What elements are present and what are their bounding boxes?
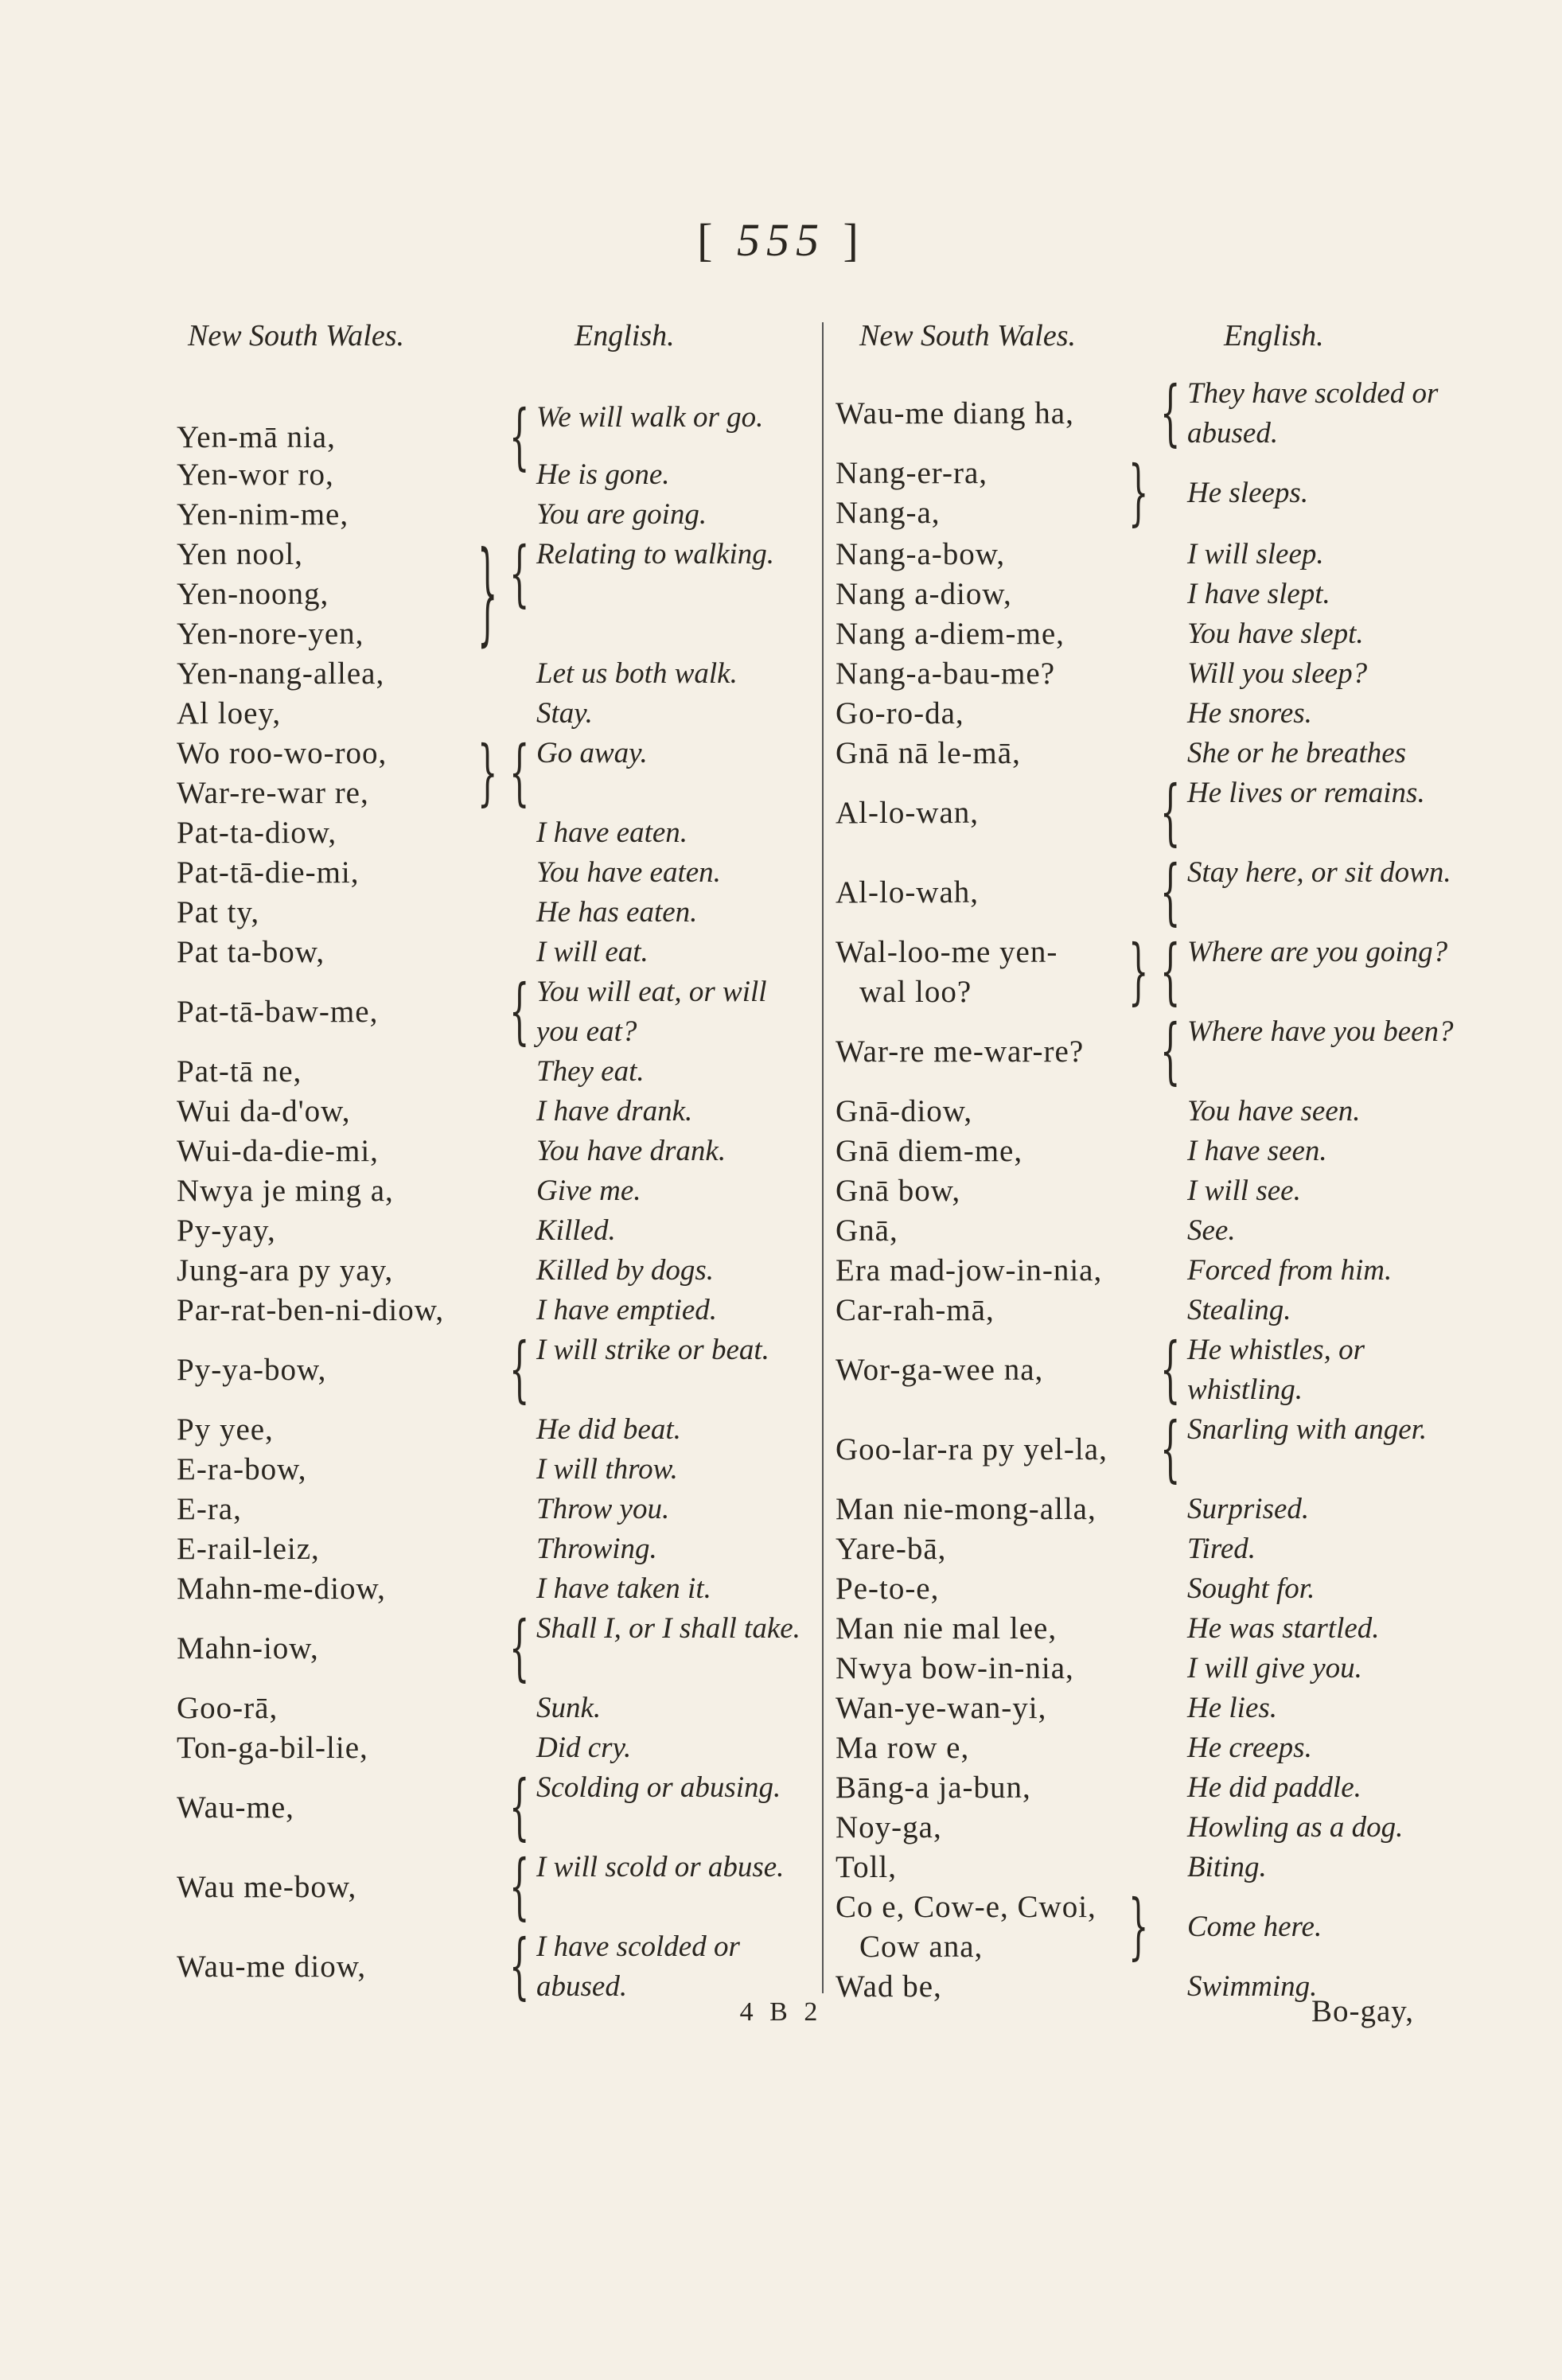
english-gloss: He lives or remains. (1187, 777, 1425, 809)
page-number-value: 555 (737, 214, 825, 266)
english-gloss: Forced from him. (1187, 1254, 1393, 1287)
english-gloss: Go away. (536, 737, 648, 769)
english-gloss: He did beat. (536, 1413, 681, 1446)
closing-brace-mark: } (477, 530, 498, 659)
english-gloss: He snores. (1187, 697, 1312, 730)
english-gloss: Where are you going? (1187, 936, 1448, 968)
english-gloss: He is gone. (536, 458, 670, 491)
brace-mark: { (1160, 1011, 1181, 1093)
nsw-term: War-re me-war-re? (836, 1034, 1085, 1069)
nsw-term: Py-yay, (177, 1213, 276, 1248)
nsw-term: Wo roo-wo-roo, (177, 736, 388, 770)
english-gloss: Come here. (1187, 1911, 1322, 1943)
nsw-term: Yen-noong, (177, 577, 329, 611)
nsw-term: Yen-nang-allea, (177, 656, 385, 691)
english-gloss: I will strike or beat. (536, 1334, 769, 1366)
english-gloss: He creeps. (1187, 1731, 1312, 1764)
brace-mark: { (1160, 772, 1181, 855)
brace-mark: { (1160, 931, 1181, 1014)
nsw-term: Py yee, (177, 1412, 274, 1447)
nsw-term: Jung-ara py yay, (177, 1253, 394, 1287)
nsw-term: wal loo? (859, 975, 972, 1009)
brace-mark: { (509, 396, 530, 479)
bracket-close: ] (843, 214, 865, 266)
nsw-term: Wad be, (836, 1969, 942, 2004)
english-gloss: They eat. (536, 1055, 645, 1088)
brace-mark: { (509, 1926, 530, 2008)
brace-mark: { (509, 533, 530, 616)
nsw-term: Goo-rā, (177, 1691, 279, 1725)
nsw-term: Pe-to-e, (836, 1572, 940, 1606)
english-gloss: I have seen. (1187, 1135, 1327, 1167)
nsw-term: Pat ty, (177, 895, 260, 929)
english-gloss: Sunk. (536, 1692, 602, 1724)
brace-mark: { (1160, 1408, 1181, 1491)
nsw-term: Man nie mal lee, (836, 1611, 1058, 1646)
brace-mark: { (509, 1846, 530, 1929)
catchword: Bo-gay, (1311, 1994, 1415, 2028)
nsw-term: Gnā-diow, (836, 1094, 973, 1128)
english-gloss: He lies. (1187, 1692, 1278, 1724)
english-gloss: You have eaten. (536, 856, 721, 889)
nsw-term: Gnā bow, (836, 1174, 961, 1208)
nsw-term: War-re-war re, (177, 776, 369, 810)
english-gloss: See. (1187, 1214, 1236, 1247)
english-gloss: Where have you been? (1187, 1015, 1454, 1048)
nsw-term: Pat-tā ne, (177, 1054, 302, 1089)
english-gloss: He has eaten. (536, 896, 698, 929)
nsw-term: Nang-a-bow, (836, 537, 1006, 571)
brace-mark: { (1160, 851, 1181, 934)
english-gloss: You are going. (536, 498, 707, 531)
brace-mark: { (509, 732, 530, 815)
nsw-term: Mahn-iow, (177, 1631, 319, 1665)
english-gloss: Snarling with anger. (1187, 1413, 1428, 1446)
brace-mark: { (509, 1607, 530, 1690)
closing-brace-mark: } (1128, 1886, 1149, 1969)
nsw-term: Py-ya-bow, (177, 1353, 327, 1387)
nsw-term: Pat ta-bow, (177, 935, 325, 969)
brace-mark: { (509, 1766, 530, 1849)
nsw-term: Mahn-me-diow, (177, 1572, 386, 1606)
nsw-term: Man nie-mong-alla, (836, 1492, 1097, 1526)
nsw-term: E-rail-leiz, (177, 1532, 320, 1566)
english-gloss: I have slept. (1187, 578, 1330, 610)
english-gloss: I will sleep. (1187, 538, 1324, 571)
english-gloss: They have scolded or abused. (1187, 377, 1439, 450)
left-header-english: English. (575, 319, 675, 353)
english-gloss: You have slept. (1187, 617, 1364, 650)
closing-brace-mark: } (1128, 452, 1149, 535)
nsw-term: Pat-ta-diow, (177, 816, 337, 850)
nsw-term: Wau-me diang ha, (836, 396, 1074, 430)
nsw-term: E-ra, (177, 1492, 242, 1526)
english-gloss: Shall I, or I shall take. (536, 1612, 800, 1645)
left-header-nsw: New South Wales. (188, 319, 404, 353)
nsw-term: Wor-ga-wee na, (836, 1353, 1044, 1387)
english-gloss: I will see. (1187, 1174, 1301, 1207)
brace-mark: { (1160, 372, 1181, 455)
nsw-term: Go-ro-da, (836, 696, 964, 730)
brace-mark: { (509, 971, 530, 1054)
english-gloss: Relating to walking. (536, 538, 775, 571)
english-gloss: You will eat, or will you eat? (536, 976, 767, 1048)
english-gloss: Will you sleep? (1187, 657, 1368, 690)
english-gloss: Killed. (536, 1214, 616, 1247)
nsw-term: Cow ana, (859, 1930, 984, 1964)
column-divider (822, 322, 824, 1993)
nsw-term: Ton-ga-bil-lie, (177, 1731, 368, 1765)
nsw-term: E-ra-bow, (177, 1452, 307, 1486)
english-gloss: Scolding or abusing. (536, 1771, 781, 1804)
english-gloss: I will eat. (536, 936, 649, 968)
nsw-term: Ma row e, (836, 1731, 970, 1765)
nsw-term: Nang-er-ra, (836, 456, 988, 490)
english-gloss: You have drank. (536, 1135, 726, 1167)
nsw-term: Era mad-jow-in-nia, (836, 1253, 1103, 1287)
nsw-term: Nang a-diem-me, (836, 617, 1065, 651)
english-gloss: I have taken it. (536, 1572, 711, 1605)
nsw-term: Wui da-d'ow, (177, 1094, 351, 1128)
nsw-term: Nwya je ming a, (177, 1174, 394, 1208)
page-number (0, 213, 1562, 267)
signature-mark: 4 B 2 (739, 1997, 823, 2027)
english-gloss: I will give you. (1187, 1652, 1362, 1685)
bracket-open: [ (697, 214, 719, 266)
english-gloss: Throw you. (536, 1493, 670, 1525)
english-gloss: We will walk or go. (536, 401, 764, 434)
nsw-term: Car-rah-mā, (836, 1293, 995, 1327)
nsw-term: Al loey, (177, 696, 282, 730)
nsw-term: Yen-nim-me, (177, 497, 349, 532)
closing-brace-mark: } (477, 732, 498, 815)
english-gloss: Let us both walk. (536, 657, 738, 690)
english-gloss: She or he breathes (1187, 737, 1407, 769)
nsw-term: Goo-lar-ra py yel-la, (836, 1432, 1108, 1467)
english-gloss: Sought for. (1187, 1572, 1315, 1605)
nsw-term: Yare-bā, (836, 1532, 947, 1566)
english-gloss: Swimming. (1187, 1970, 1318, 2003)
english-gloss: Surprised. (1187, 1493, 1310, 1525)
english-gloss: He sleeps. (1187, 477, 1309, 509)
english-gloss: He did paddle. (1187, 1771, 1361, 1804)
nsw-term: Al-lo-wah, (836, 875, 980, 910)
english-gloss: Throwing. (536, 1533, 657, 1565)
nsw-term: Par-rat-ben-ni-diow, (177, 1293, 445, 1327)
nsw-term: Wau-me diow, (177, 1950, 367, 1984)
nsw-term: Pat-tā-die-mi, (177, 855, 360, 890)
nsw-term: Nang-a-bau-me? (836, 656, 1056, 691)
english-gloss: You have seen. (1187, 1095, 1361, 1128)
nsw-term: Al-lo-wan, (836, 796, 980, 830)
nsw-term: Gnā nā le-mā, (836, 736, 1021, 770)
nsw-term: Yen-nore-yen, (177, 617, 364, 651)
nsw-term: Wan-ye-wan-yi, (836, 1691, 1047, 1725)
nsw-term: Toll, (836, 1850, 898, 1884)
nsw-term: Nwya bow-in-nia, (836, 1651, 1074, 1685)
nsw-term: Co e, Cow-e, Cwoi, (836, 1890, 1097, 1924)
nsw-term: Wal-loo-me yen- (836, 935, 1058, 969)
english-gloss: Howling as a dog. (1187, 1811, 1404, 1844)
english-gloss: I will throw. (536, 1453, 678, 1486)
right-header-english: English. (1224, 319, 1324, 353)
nsw-term: Yen-mā nia, (177, 420, 336, 454)
english-gloss: He whistles, or whistling. (1187, 1334, 1365, 1406)
english-gloss: Did cry. (536, 1731, 632, 1764)
nsw-term: Wau-me, (177, 1790, 294, 1825)
english-gloss: Killed by dogs. (536, 1254, 715, 1287)
nsw-term: Wau me-bow, (177, 1870, 357, 1904)
english-gloss: Stay. (536, 697, 593, 730)
english-gloss: I have drank. (536, 1095, 693, 1128)
english-gloss: Tired. (1187, 1533, 1256, 1565)
right-header-nsw: New South Wales. (859, 319, 1076, 353)
closing-brace-mark: } (1128, 931, 1149, 1014)
english-gloss: Biting. (1187, 1851, 1267, 1883)
brace-mark: { (1160, 1329, 1181, 1412)
nsw-term: Yen-wor ro, (177, 458, 334, 492)
english-gloss: I have emptied. (536, 1294, 718, 1326)
english-gloss: He was startled. (1187, 1612, 1380, 1645)
english-gloss: I will scold or abuse. (536, 1851, 785, 1883)
english-gloss: I have scolded or abused. (536, 1930, 740, 2003)
nsw-term: Bāng-a ja-bun, (836, 1770, 1031, 1805)
nsw-term: Yen nool, (177, 537, 303, 571)
english-gloss: Stealing. (1187, 1294, 1291, 1326)
english-gloss: I have eaten. (536, 816, 688, 849)
nsw-term: Gnā, (836, 1213, 898, 1248)
nsw-term: Nang-a, (836, 496, 941, 530)
nsw-term: Wui-da-die-mi, (177, 1134, 379, 1168)
nsw-term: Gnā diem-me, (836, 1134, 1023, 1168)
english-gloss: Give me. (536, 1174, 641, 1207)
brace-mark: { (509, 1329, 530, 1412)
english-gloss: Stay here, or sit down. (1187, 856, 1451, 889)
nsw-term: Nang a-diow, (836, 577, 1012, 611)
nsw-term: Pat-tā-baw-me, (177, 995, 379, 1029)
nsw-term: Noy-ga, (836, 1810, 942, 1844)
